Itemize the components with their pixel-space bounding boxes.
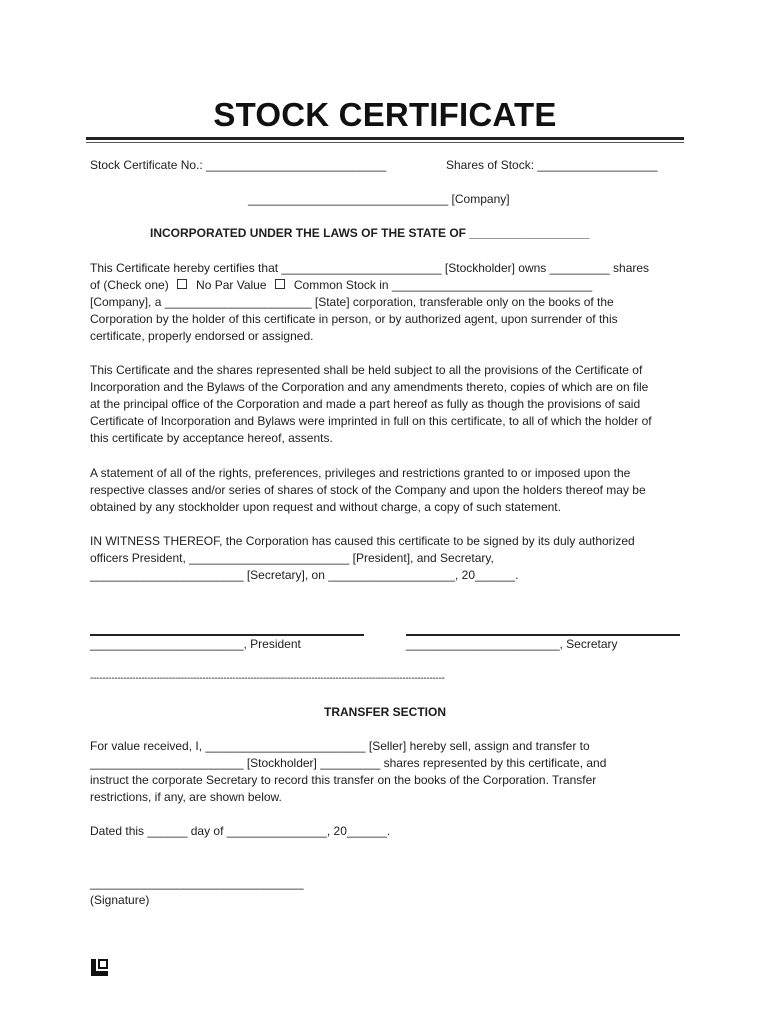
provisions-paragraph — [90, 362, 682, 447]
transfer-line3: instruct the corporate Secretary to record this transfer on the books of the Corporation. Transfer — [90, 773, 597, 787]
para4-line3: _______________________ [Secretary], on ___________________, 20______. — [90, 568, 519, 582]
certificate-number-field: Stock Certificate No.: ___________________________ — [90, 158, 387, 172]
para1-line4: Corporation by the holder of this certificate in person, or by authorized agent, upon surrender of this — [90, 312, 618, 326]
dated-field: Dated this ______ day of _______________, 20______. — [90, 824, 391, 838]
para1-line2 — [90, 277, 682, 294]
certification-paragraph — [90, 260, 682, 345]
para2-line4: Certificate of Incorporation and Bylaws were imprinted in full on this certificate, to all of which the holder of — [90, 414, 652, 428]
para3-line2: respective classes and/or series of shares of stock of the Company and upon the holders thereof may be — [90, 483, 646, 497]
transfer-line2: _______________________ [Stockholder] _________ shares represented by this certificate, and — [90, 756, 607, 770]
transfer-line1: For value received, I, ________________________ [Seller] hereby sell, assign and transfer to — [90, 739, 590, 753]
seller-signature-line[interactable]: ________________________________ — [90, 876, 304, 890]
company-field: ______________________________ [Company] — [248, 192, 510, 206]
common-stock-checkbox[interactable] — [275, 279, 285, 289]
section-divider: --------------------------------------------------------------------------------------------------------------------- — [90, 673, 445, 684]
para4-line2: officers President, ________________________ [President], and Secretary, — [90, 551, 494, 565]
transfer-section-heading: TRANSFER SECTION — [323, 705, 446, 719]
title-rule-thick — [86, 137, 684, 140]
secretary-name-field: _______________________, Secretary — [406, 637, 618, 651]
para2-line2: Incorporation and the Bylaws of the Corporation and any amendments thereto, copies of which are on file — [90, 380, 649, 394]
para3-line3: obtained by any stockholder upon request and without charge, a copy of such statement. — [90, 500, 561, 514]
common-stock-label: Common Stock in ______________________________ — [293, 278, 593, 292]
signature-label: (Signature) — [90, 893, 150, 907]
document-title: STOCK CERTIFICATE — [213, 96, 557, 133]
transfer-paragraph — [90, 738, 682, 806]
title-rule-thin — [86, 142, 684, 143]
para2-line1: This Certificate and the shares represented shall be held subject to all the provisions of the Certificate of — [90, 363, 643, 377]
para2-line5: this certificate by acceptance hereof, assents. — [90, 431, 333, 445]
witness-paragraph — [90, 533, 682, 584]
president-name-field: _______________________, President — [90, 637, 301, 651]
para3-line1: A statement of all of the rights, preferences, privileges and restrictions granted to or imposed upon the — [90, 466, 631, 480]
check-one-label: of (Check one) — [90, 278, 169, 292]
para4-line1: IN WITNESS THEREOF, the Corporation has caused this certificate to be signed by its duly authorized — [90, 534, 635, 548]
para1-line5: certificate, properly endorsed or assigned. — [90, 329, 314, 343]
no-par-value-label: No Par Value — [196, 278, 267, 292]
document-logo-icon — [90, 958, 110, 978]
shares-of-stock-field: Shares of Stock: __________________ — [446, 158, 658, 172]
para1-line3: [Company], a ______________________ [State] corporation, transferable only on the books of the — [90, 295, 614, 309]
para1-line1: This Certificate hereby certifies that ________________________ [Stockholder] owns _________ shares — [90, 261, 650, 275]
para2-line3: at the principal office of the Corporation and made a part hereof as fully as though the provisions of said — [90, 397, 641, 411]
no-par-value-checkbox[interactable] — [177, 279, 187, 289]
incorporated-heading: INCORPORATED UNDER THE LAWS OF THE STATE OF __________________ — [150, 226, 590, 240]
transfer-line4: restrictions, if any, are shown below. — [90, 790, 282, 804]
rights-statement-paragraph — [90, 465, 682, 516]
